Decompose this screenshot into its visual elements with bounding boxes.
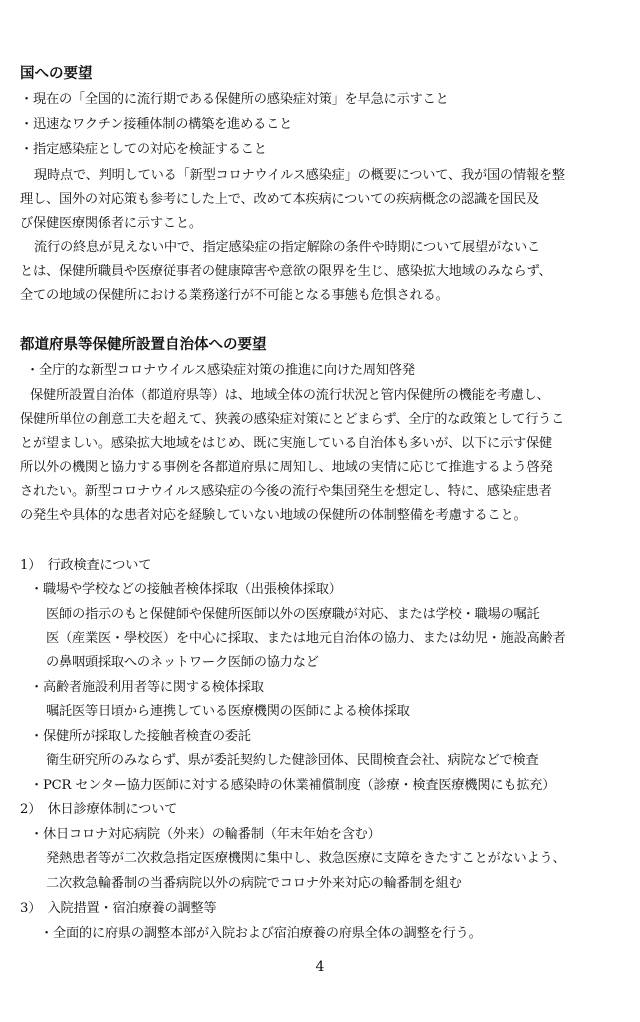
section-heading-national: 国への要望 [20, 66, 93, 82]
prefecture-para-line-4: 所以外の機関と協力する事例を各都道府県に周知し、地域の実情に応じて推進するよう啓発 [20, 460, 553, 475]
national-para1-line-1: 現時点で、判明している「新型コロナウイルス感染症」の概要について、我が国の情報を整 [34, 168, 565, 183]
list-item-1-sub2-line-1: 嘱託医等日頃から連携している医療機関の医師による検体採取 [46, 704, 410, 719]
list-item-1-title: 1） 行政検査について [20, 558, 152, 573]
national-para2-line-1: 流行の終息が見えない中で、指定感染症の指定解除の条件や時期について展望がないこ [34, 240, 540, 255]
list-item-2-title: 2） 休日診療体制について [20, 802, 178, 817]
national-bullet-2: ・迅速なワクチン接種体制の構築を進めること [20, 117, 293, 132]
national-para1-line-2: 理し、国外の対応策も参考にした上で、改めて本疾病についての疾病概念の認識を国民及 [20, 192, 539, 207]
list-item-2-sub1-line-1: 発熱患者等が二次救急指定医療機関に集中し、救急医療に支障をきたすことがないよう、 [46, 851, 566, 866]
list-item-1-sub1-line-1: 医師の指示のもと保健師や保健所医師以外の医療職が対応、または学校・職場の嘱託 [46, 607, 540, 622]
national-para1-line-3: び保健医療関係者に示すこと。 [20, 216, 202, 231]
national-para2-line-3: 全ての地域の保健所における業務遂行が不可能となる事態も危惧される。 [20, 288, 449, 303]
prefecture-para-line-5: されたい。新型コロナウイルス感染症の今後の流行や集団発生を想定し、特に、感染症患者 [20, 484, 552, 499]
prefecture-para-line-2: 保健所単位の創意工夫を超えて、狭義の感染症対策にとどまらず、全庁的な政策として行うこ [20, 412, 565, 427]
national-para2-line-2: とは、保健所職員や医療従事者の健康障害や意欲の限界を生じ、感染拡大地域のみならず、 [20, 264, 552, 279]
prefecture-para-line-6: の発生や具体的な患者対応を経験していない地域の保健所の体制整備を考慮すること。 [20, 508, 527, 523]
list-item-1-sub3-line-1: 衛生研究所のみならず、県が委託契約した健診団体、民間検査会社、病院などで検査 [46, 753, 539, 768]
list-item-1-sub1-line-3: の鼻咽頭採取へのネットワーク医師の協力など [46, 655, 319, 670]
list-item-3-sub1-title: ・全面的に府県の調整本部が入院および宿泊療養の府県全体の調整を行う。 [40, 926, 482, 941]
list-item-3-title: 3） 入院措置・宿泊療養の調整等 [20, 901, 217, 916]
list-item-1-sub4-title: ・PCR センター協力医師に対する感染時の休業補償制度（診療・検査医療機関にも拡充） [30, 778, 556, 793]
page-number: 4 [315, 959, 325, 975]
list-item-1-sub2-title: ・高齢者施設利用者等に関する検体採取 [30, 680, 264, 695]
list-item-1-sub1-line-2: 医（産業医・學校医）を中心に採取、または地元自治体の協力、または幼児・施設高齢者 [46, 631, 566, 646]
list-item-2-sub1-line-2: 二次救急輪番制の当番病院以外の病院でコロナ外来対応の輪番制を組む [46, 876, 462, 891]
list-item-1-sub1-title: ・職場や学校などの接触者検体採取（出張検体採取） [30, 582, 342, 597]
national-bullet-1: ・現在の「全国的に流行期である保健所の感染症対策」を早急に示すこと [20, 92, 449, 107]
prefecture-para-line-3: とが望ましい。感染拡大地域をはじめ、既に実施している自治体も多いが、以下に示す保健 [20, 436, 552, 451]
national-bullet-3: ・指定感染症としての対応を検証すること [20, 142, 267, 157]
list-item-1-sub3-title: ・保健所が採取した接触者検査の委託 [30, 729, 251, 744]
prefecture-bullet: ・全庁的な新型コロナウイルス感染症対策の推進に向けた周知啓発 [26, 363, 415, 378]
prefecture-para-line-1: 保健所設置自治体（都道府県等）は、地域全体の流行状況と管内保健所の機能を考慮し、 [30, 388, 550, 403]
section-heading-prefecture: 都道府県等保健所設置自治体への要望 [20, 337, 267, 353]
list-item-2-sub1-title: ・休日コロナ対応病院（外来）の輪番制（年末年始を含む） [30, 827, 381, 842]
